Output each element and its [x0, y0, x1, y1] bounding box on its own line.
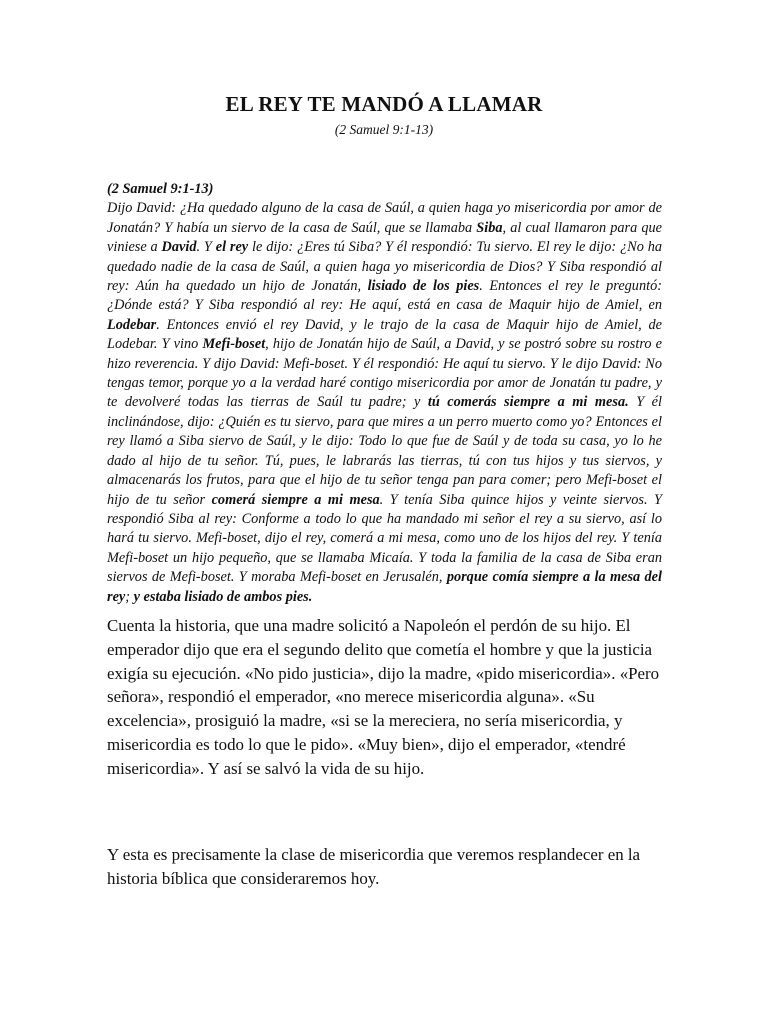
passage-emphasis: comerá siempre a mi mesa	[211, 491, 380, 508]
passage-text: . Y	[196, 239, 216, 256]
passage-emphasis: Siba	[476, 219, 503, 236]
passage-emphasis: el rey	[215, 239, 249, 256]
passage-emphasis: porque comía siempre a la mesa del rey	[107, 569, 662, 605]
scripture-passage	[107, 180, 662, 607]
document-subtitle: (2 Samuel 9:1-13)	[334, 122, 434, 137]
passage-reference: (2 Samuel 9:1-13)	[107, 181, 214, 197]
passage-emphasis: lisiado de los pies	[367, 278, 480, 295]
passage-text: , hijo de Jonatán hijo de Saúl, a David, y se postró sobre su rostro e hizo reverencia. Y dijo David: Mefi-boset. Y él respondió: He aquí tu siervo. Y le dijo David: No tengas temor, porque yo a la verdad haré contigo misericordia por amor de Jonatán tu padre, y te devolveré todas las tierras de Saúl tu padre; y	[107, 336, 663, 411]
passage-emphasis: Mefi-boset	[202, 336, 266, 353]
passage-text: Dijo David: ¿Ha quedado alguno de la casa de Saúl, a quien haga yo misericordia por amor de Jonatán? Y había un siervo de la casa de Saúl, que se llamaba	[107, 200, 662, 236]
document-title: EL REY TE MANDÓ A LLAMAR	[225, 92, 543, 116]
story-paragraph: Cuenta la historia, que una madre solicitó a Napoleón el perdón de su hijo. El emperador dijo que era el segundo delito que cometía el hombre y que la justicia exigía su ejecución. «No pido justicia», dijo la madre, «pido misericordia». «Pero señora», respondió el emperador, «no merece misericordia alguna». «Su excelencia», prosiguió la madre, «si se la mereciera, no sería misericordia, y misericordia es todo lo que le pido». «Muy bien», dijo el emperador, «tendré misericordia». Y así se salvó la vida de su hijo.	[107, 616, 660, 778]
passage-text: le dijo: ¿Eres tú Siba? Y él respondió: Tu siervo. El rey le dijo: ¿No ha quedado nadie de la casa de Saúl, a quien haga yo misericordia de Dios? Y Siba respondió al rey: Aún ha quedado un hijo de Jonatán,	[107, 239, 662, 295]
passage-text: . Y tenía Siba quince hijos y veinte siervos. Y respondió Siba al rey: Conforme a todo lo que ha mandado mi señor el rey a su siervo, así lo hará tu siervo. Mefi-boset, dijo el rey, comerá a mi mesa, como uno de los hijos del rey. Y tenía Mefi-boset un hijo pequeño, que se llamaba Micaía. Y toda la familia de la casa de Siba eran siervos de Mefi-boset. Y moraba Mefi-boset en Jerusalén,	[107, 491, 662, 586]
passage-text: . Entonces envió el rey David, y le trajo de la casa de Maquir hijo de Amiel, de Lodebar. Y vino	[107, 316, 662, 353]
passage-text: Y él inclinándose, dijo: ¿Quién es tu siervo, para que mires a un perro muerto como yo? Entonces el rey llamó a Siba siervo de Saúl, y le dijo: Todo lo que fue de Saúl y de toda su casa, yo lo he dado al hijo de tu señor. Tú, pues, le labrarás las tierras, tú con tus hijos y tus siervos, y almacenarás los frutos, para que el hijo de tu señor tenga pan para comer; pero Mefi-boset el hijo de tu señor	[107, 394, 662, 508]
passage-emphasis: Lodebar	[107, 316, 157, 333]
passage-emphasis: y estaba lisiado de ambos pies.	[133, 588, 313, 605]
passage-text: . Entonces el rey le preguntó: ¿Dónde está? Y Siba respondió al rey: He aquí, está en casa de Maquir hijo de Amiel, en	[107, 278, 662, 314]
passage-text: , al cual llamaron para que viniese a	[107, 219, 662, 256]
closing-paragraph: Y esta es precisamente la clase de misericordia que veremos resplandecer en la historia bíblica que consideraremos hoy.	[107, 845, 641, 888]
passage-body	[107, 200, 662, 604]
passage-text: ;	[125, 588, 134, 605]
passage-emphasis: tú comerás siempre a mi mesa.	[427, 394, 629, 411]
passage-emphasis: David	[161, 239, 197, 256]
